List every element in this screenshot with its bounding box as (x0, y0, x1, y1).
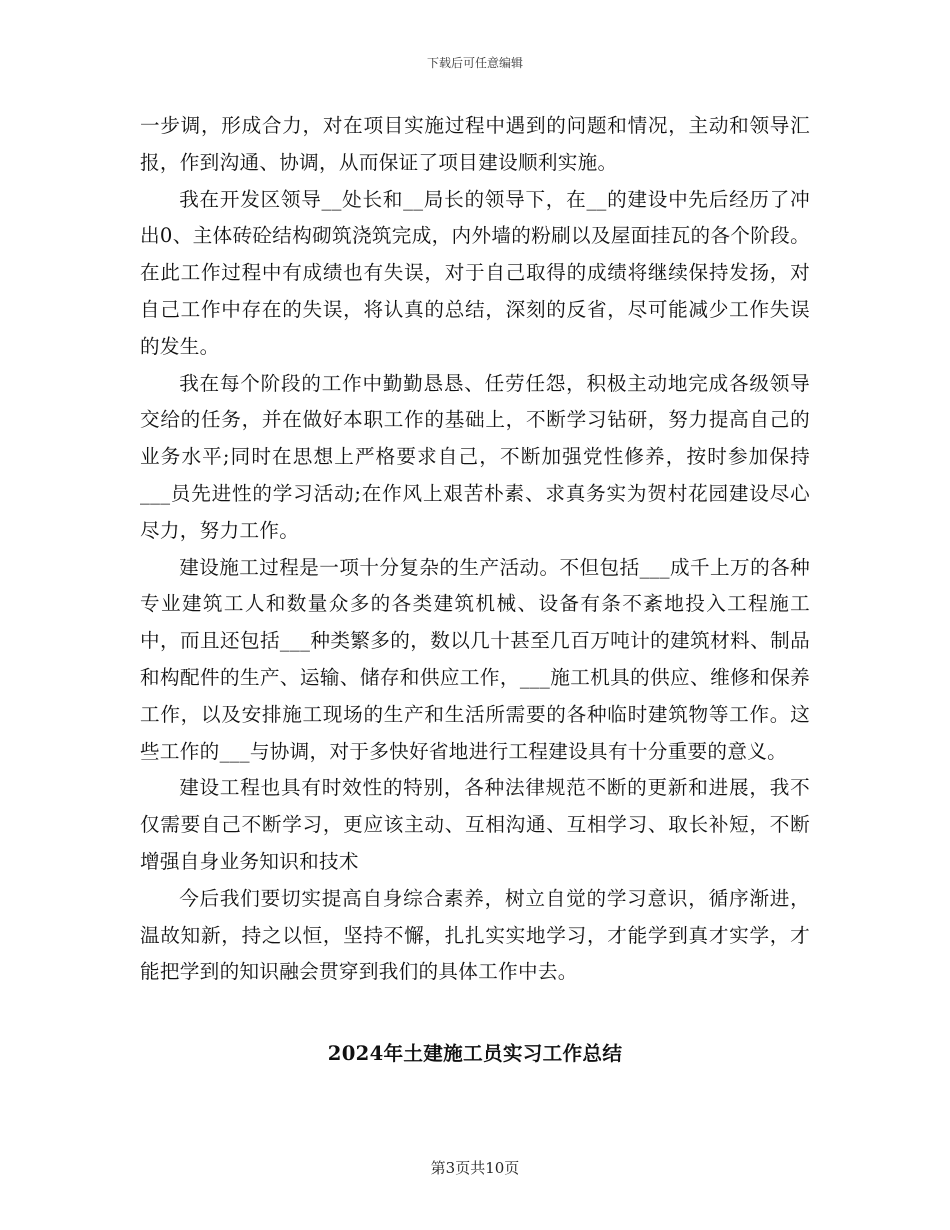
paragraph: 我在开发区领导__处长和__局长的领导下，在__的建设中先后经历了冲出0、主体砖砼结构砌筑浇筑完成，内外墙的粉刷以及屋面挂瓦的各个阶段。在此工作过程中有成绩也有失误，对于自己取得的成绩将继续保持发扬，对自己工作中存在的失误，将认真的总结，深刻的反省，尽可能减少工作失误的发生。 (140, 187, 810, 358)
paragraph: 一步调，形成合力，对在项目实施过程中遇到的问题和情况，主动和领导汇报，作到沟通、协调，从而保证了项目建设顺利实施。 (140, 114, 810, 174)
paragraph: 今后我们要切实提高自身综合素养，树立自觉的学习意识，循序渐进，温故知新，持之以恒，坚持不懈，扎扎实实地学习，才能学到真才实学，才能把学到的知识融会贯穿到我们的具体工作中去。 (140, 886, 810, 984)
paragraph: 建设工程也具有时效性的特别，各种法律规范不断的更新和进展，我不仅需要自己不断学习，更应该主动、互相沟通、互相学习、取长补短，不断增强自身业务知识和技术 (140, 776, 810, 873)
section-heading: 2024年土建施工员实习工作总结 (327, 1042, 623, 1065)
page-header: 下载后可任意编辑 (426, 56, 523, 70)
document-body (140, 108, 810, 991)
paragraph: 我在每个阶段的工作中勤勤恳恳、任劳任怨，积极主动地完成各级领导交给的任务，并在做好本职工作的基础上，不断学习钻研，努力提高自己的业务水平;同时在思想上严格要求自己，不断加强党性修养，按时参加保持___员先进性的学习活动;在作风上艰苦朴素、求真务实为贺村花园建设尽心尽力，努力工作。 (140, 371, 810, 542)
page-footer: 第3页共10页 (430, 1159, 520, 1177)
paragraph: 建设施工过程是一项十分复杂的生产活动。不但包括___成千上万的各种专业建筑工人和数量众多的各类建筑机械、设备有条不紊地投入工程施工中，而且还包括___种类繁多的，数以几十甚至几百万吨计的建筑材料、制品和构配件的生产、运输、储存和供应工作，___施工机具的供应、维修和保养工作，以及安排施工现场的生产和生活所需要的各种临时建筑物等工作。这些工作的___与协调，对于多快好省地进行工程建设具有十分重要的意义。 (140, 555, 810, 763)
